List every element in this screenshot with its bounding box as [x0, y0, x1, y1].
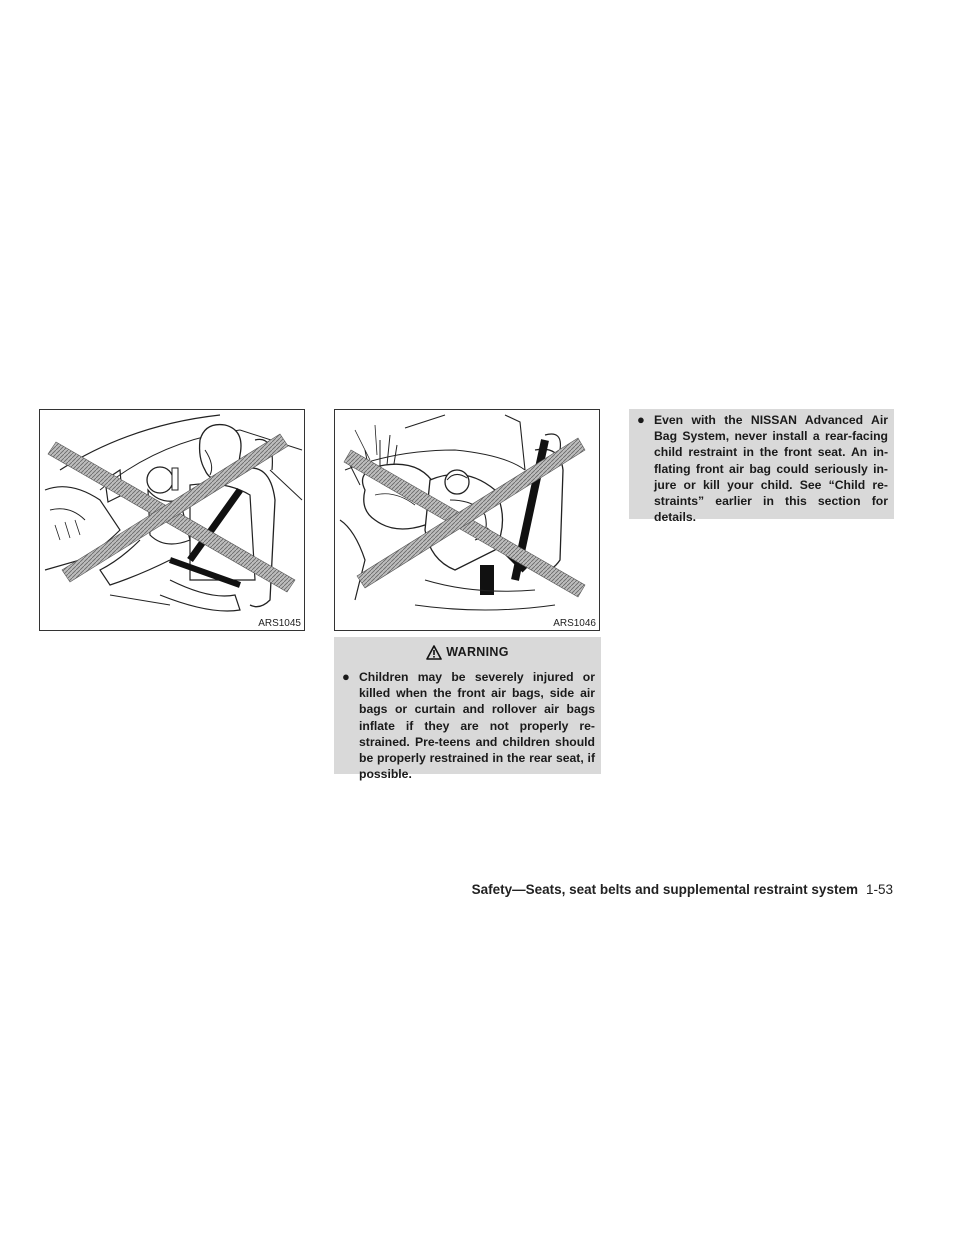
- section-title: Safety—Seats, seat belts and supplemental restraint system: [471, 882, 858, 897]
- figure-label: ARS1046: [553, 618, 596, 629]
- illustration-rear-facing-seat-airbag: [334, 409, 600, 631]
- warning-title: WARNING: [446, 645, 509, 659]
- warning-text: Children may be severely injured or killed when the front air bags, side air bags or curtain and rollover air bags inflate if they are not properly re-strained. Pre-teens and children should be properly restrained in the rear seat, if possible.: [359, 670, 595, 782]
- figure-label: ARS1045: [258, 618, 301, 629]
- page-footer: [0, 882, 893, 897]
- warning-triangle-icon: [426, 645, 442, 660]
- caution-text: Even with the NISSAN Advanced Air Bag System, never install a rear-facing child restraint in the front seat. An in-flating front air bag could seriously in-jure or kill your child. See “Child re-straints” earlier in this section for details.: [654, 413, 888, 525]
- child-on-lap-drawing: [40, 410, 304, 630]
- rear-facing-seat-drawing: [335, 410, 599, 630]
- page-number: 1-53: [865, 882, 893, 897]
- bullet-icon: ●: [342, 669, 350, 684]
- warning-box: [334, 637, 601, 782]
- warning-bullet: [340, 669, 595, 782]
- caution-box: [629, 409, 894, 525]
- caution-bullet: [635, 412, 888, 525]
- warning-heading: [340, 643, 595, 661]
- illustration-child-on-lap: [39, 409, 305, 631]
- bullet-icon: ●: [637, 412, 645, 427]
